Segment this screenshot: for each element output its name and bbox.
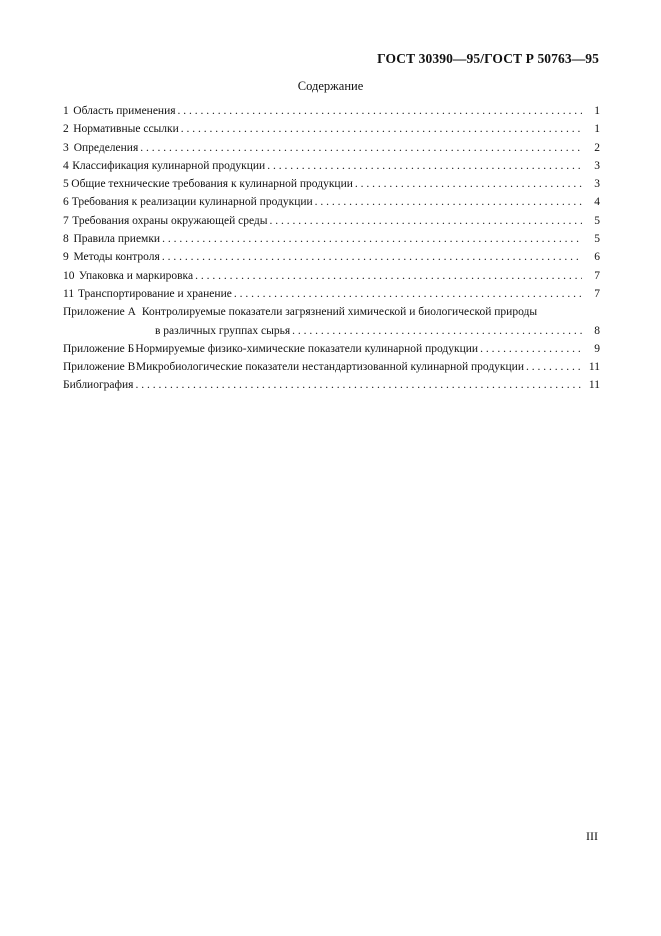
toc-dot-leader [526, 358, 582, 376]
toc-appendix-prefix: Приложение В [63, 361, 136, 374]
toc-entry-number: 3 [63, 141, 69, 154]
toc-entry[interactable] [63, 248, 600, 266]
toc-entry[interactable] [63, 267, 600, 285]
toc-entry-number: 2 [63, 123, 69, 136]
toc-bibliography-label: Библиография [63, 379, 134, 392]
toc-entry[interactable] [63, 102, 600, 120]
toc-entry[interactable] [63, 230, 600, 248]
toc-entry-number: 4 [63, 159, 69, 172]
page-number: III [586, 829, 598, 843]
toc-appendix-label-continuation: в различных группах сырья [155, 324, 291, 337]
toc-entry-label: Упаковка и маркировка [78, 269, 194, 282]
toc-entry-number: 6 [63, 196, 69, 209]
toc-appendix-label: Контролируемые показатели загрязнений химической и биологической природы [141, 306, 538, 319]
toc-entry-number: 8 [63, 233, 69, 246]
toc-dot-leader [162, 248, 582, 266]
toc-entry[interactable] [63, 175, 600, 193]
toc-entry-label: Классификация кулинарной продукции [72, 159, 266, 172]
toc-entry-page: 11 [588, 379, 600, 392]
toc-entry[interactable] [63, 157, 600, 175]
toc-entry-page: 5 [594, 214, 600, 227]
toc-dot-leader [181, 120, 582, 138]
toc-entry-page: 4 [594, 196, 600, 209]
toc-dot-leader [270, 212, 582, 230]
toc-entry-page: 7 [594, 269, 600, 282]
toc-entry-label: Нормативные ссылки [73, 123, 179, 136]
toc-entry-number: 9 [63, 251, 69, 264]
toc-entry-label: Требования охраны окружающей среды [72, 214, 268, 227]
toc-entry-label: Методы контроля [73, 251, 160, 264]
toc-dot-leader [292, 322, 582, 340]
toc-entry-label: Транспортирование и хранение [77, 287, 232, 300]
toc-entry-page: 1 [594, 123, 600, 136]
toc-appendix-a[interactable] [63, 303, 600, 321]
toc-dot-leader [140, 139, 582, 157]
toc-dot-leader [315, 193, 582, 211]
toc-dot-leader [162, 230, 582, 248]
toc-entry-page: 9 [594, 342, 600, 355]
toc-entry-page: 3 [594, 159, 600, 172]
toc-entry-page: 8 [594, 324, 600, 337]
toc-entry-number: 7 [63, 214, 69, 227]
toc-entry-page: 2 [594, 141, 600, 154]
toc-appendix-prefix: Приложение А [63, 306, 136, 319]
toc-appendix-label: Нормируемые физико-химические показатели кулинарной продукции [135, 342, 479, 355]
toc-appendix-a-continuation[interactable] [63, 322, 600, 340]
toc-entry-page: 11 [588, 361, 600, 374]
toc-entry-number: 5 [63, 178, 69, 191]
table-of-contents [63, 102, 600, 395]
toc-entry[interactable] [63, 193, 600, 211]
toc-appendix-label: Микробиологические показатели нестандартизованной кулинарной продукции [135, 361, 524, 374]
toc-entry-label: Требования к реализации кулинарной продукции [71, 196, 313, 209]
toc-entry-label: Правила приемки [73, 233, 161, 246]
toc-entry[interactable] [63, 120, 600, 138]
toc-entry-label: Область применения [73, 105, 176, 117]
toc-dot-leader [135, 376, 582, 394]
document-code: ГОСТ 30390—95/ГОСТ Р 50763—95 [377, 51, 599, 66]
toc-entry-label: Общие технические требования к кулинарной продукции [71, 178, 353, 191]
toc-appendix-v[interactable] [63, 358, 600, 376]
toc-entry-page: 6 [594, 251, 600, 264]
toc-entry-page: 5 [594, 233, 600, 246]
toc-entry[interactable] [63, 212, 600, 230]
toc-bibliography[interactable] [63, 376, 600, 394]
toc-entry-number: 1 [63, 105, 69, 117]
toc-dot-leader [178, 102, 582, 120]
toc-title: Содержание [297, 79, 364, 93]
toc-appendix-b[interactable] [63, 340, 600, 358]
toc-dot-leader [355, 175, 582, 193]
toc-dot-leader [195, 267, 582, 285]
toc-entry-label: Определения [73, 141, 139, 154]
toc-entry[interactable] [63, 139, 600, 157]
toc-entry-page: 1 [594, 105, 600, 117]
toc-entry-number: 10 [63, 269, 75, 282]
toc-dot-leader [480, 340, 582, 358]
toc-entry-page: 3 [594, 178, 600, 191]
toc-entry-page: 7 [594, 287, 600, 300]
toc-dot-leader [234, 285, 582, 303]
toc-dot-leader [267, 157, 582, 175]
toc-entry[interactable] [63, 285, 600, 303]
toc-appendix-prefix: Приложение Б [63, 342, 135, 355]
toc-entry-number: 11 [63, 287, 75, 300]
